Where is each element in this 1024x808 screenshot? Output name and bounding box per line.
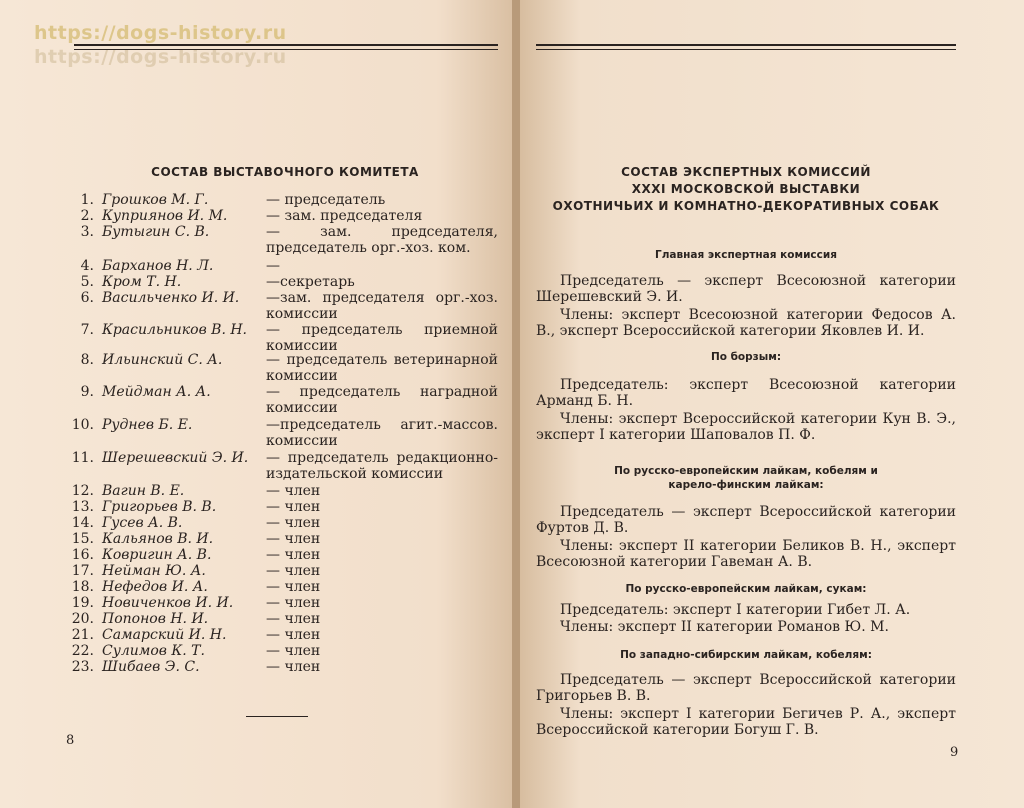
member-number: 4.: [80, 258, 94, 274]
member-role: — член: [266, 643, 321, 659]
section-chair: Председатель — эксперт Всероссийской категории Фуртов Д. В.: [536, 504, 956, 536]
member-number: 2.: [80, 208, 94, 224]
member-role: —секретарь: [266, 274, 355, 290]
member-number: 21.: [71, 627, 94, 643]
member-number: 14.: [71, 515, 94, 531]
member-role: —зам. председателя орг.-хоз. комиссии: [266, 290, 498, 322]
member-role: — член: [266, 515, 321, 531]
header-rule-left: [74, 44, 498, 46]
section-heading: По русско-европейским лайкам, сукам:: [625, 583, 867, 595]
member-name: Кальянов В. И.: [102, 531, 214, 547]
member-number: 1.: [80, 192, 94, 208]
member-number: 10.: [71, 417, 94, 433]
member-name: Самарский И. Н.: [102, 627, 227, 643]
member-number: 8.: [80, 352, 94, 368]
member-name: Красильников В. Н.: [102, 322, 248, 338]
expert-commissions-title-line3: ОХОТНИЧЬИХ И КОМНАТНО-ДЕКОРАТИВНЫХ СОБАК: [552, 199, 940, 213]
exhibition-committee-title: СОСТАВ ВЫСТАВОЧНОГО КОМИТЕТА: [151, 165, 419, 179]
member-number: 5.: [80, 274, 94, 290]
member-name: Шерешевский Э. И.: [102, 450, 249, 466]
section-members: Члены: эксперт II категории Беликов В. Н., эксперт Всесоюзной категории Гавеман А. В.: [536, 538, 956, 570]
page-number-left: 8: [66, 733, 75, 748]
member-role: — член: [266, 547, 321, 563]
member-name: Барханов Н. Л.: [102, 258, 214, 274]
member-name: Руднев Б. Е.: [102, 417, 193, 433]
member-number: 19.: [71, 595, 94, 611]
member-name: Сулимов К. Т.: [102, 643, 205, 659]
expert-commissions-title-line2: XXXI МОСКОВСКОЙ ВЫСТАВКИ: [631, 182, 861, 196]
member-name: Ильинский С. А.: [102, 352, 223, 368]
header-rule-left-thin: [74, 49, 498, 50]
member-number: 3.: [80, 224, 94, 240]
header-rule-right-thin: [536, 49, 956, 50]
section-chair: Председатель: эксперт I категории Гибет Л. А.: [560, 602, 911, 618]
member-name: Шибаев Э. С.: [102, 659, 200, 675]
member-name: Гусев А. В.: [102, 515, 183, 531]
section-heading: По западно-сибирским лайкам, кобелям:: [620, 649, 872, 661]
member-name: Вагин В. Е.: [102, 483, 185, 499]
member-role: — председатель: [266, 192, 386, 208]
member-role: — член: [266, 627, 321, 643]
member-role: — член: [266, 499, 321, 515]
member-name: Попонов Н. И.: [102, 611, 209, 627]
section-chair: Председатель — эксперт Всесоюзной категории Шерешевский Э. И.: [536, 273, 956, 305]
member-number: 9.: [80, 384, 94, 400]
member-role: — член: [266, 531, 321, 547]
member-name: Нейман Ю. А.: [102, 563, 206, 579]
header-rule-right: [536, 44, 956, 46]
expert-commissions-title-line1: СОСТАВ ЭКСПЕРТНЫХ КОМИССИЙ: [621, 165, 871, 179]
member-number: 22.: [71, 643, 94, 659]
member-number: 23.: [71, 659, 94, 675]
member-role: —: [266, 258, 280, 274]
watermark-text: https://dogs-history.ru: [34, 22, 287, 44]
section-chair: Председатель — эксперт Всероссийской категории Григорьев В. В.: [536, 672, 956, 704]
member-role: — председатель наградной комиссии: [266, 384, 498, 416]
member-role: — председатель приемной комиссии: [266, 322, 498, 354]
member-number: 18.: [71, 579, 94, 595]
member-number: 7.: [80, 322, 94, 338]
member-name: Ковригин А. В.: [102, 547, 212, 563]
section-members: Члены: эксперт Всероссийской категории Кун В. Э., эксперт I категории Шаповалов П. Ф.: [536, 411, 956, 443]
member-role: — член: [266, 563, 321, 579]
member-role: — зам. председателя: [266, 208, 423, 224]
section-members: Члены: эксперт Всесоюзной категории Федосов А. В., эксперт Всероссийской категории Яковлев И. И.: [536, 307, 956, 339]
member-role: — председатель редакционно-издательской комиссии: [266, 450, 498, 482]
member-role: — зам. председателя, председатель орг.-хоз. ком.: [266, 224, 498, 256]
member-number: 17.: [71, 563, 94, 579]
member-role: — член: [266, 579, 321, 595]
member-number: 6.: [80, 290, 94, 306]
member-name: Григорьев В. В.: [102, 499, 217, 515]
section-heading: По борзым:: [710, 351, 782, 363]
section-heading: По русско-европейским лайкам, кобелям и карело-финским лайкам:: [614, 465, 878, 491]
member-role: — член: [266, 483, 321, 499]
member-number: 20.: [71, 611, 94, 627]
member-name: Бутыгин С. В.: [102, 224, 210, 240]
member-number: 15.: [71, 531, 94, 547]
member-name: Мейдман А. А.: [102, 384, 211, 400]
watermark-text-shadow: https://dogs-history.ru: [34, 46, 287, 68]
page-number-right: 9: [950, 745, 959, 760]
member-name: Новиченков И. И.: [102, 595, 234, 611]
section-members: Члены: эксперт I категории Бегичев Р. А., эксперт Всероссийской категории Богуш Г. В.: [536, 706, 956, 738]
member-name: Кром Т. Н.: [102, 274, 182, 290]
member-role: — член: [266, 611, 321, 627]
section-members: Члены: эксперт II категории Романов Ю. М.: [560, 619, 889, 635]
member-role: —председатель агит.-массов. комиссии: [266, 417, 498, 449]
member-number: 11.: [71, 450, 94, 466]
member-number: 13.: [71, 499, 94, 515]
footer-rule-left: [246, 716, 308, 717]
member-name: Куприянов И. М.: [102, 208, 228, 224]
member-number: 16.: [71, 547, 94, 563]
section-heading: Главная экспертная комиссия: [655, 249, 837, 261]
member-name: Грошков М. Г.: [102, 192, 209, 208]
section-chair: Председатель: эксперт Всесоюзной категории Арманд Б. Н.: [536, 377, 956, 409]
member-number: 12.: [71, 483, 94, 499]
member-role: — член: [266, 595, 321, 611]
member-name: Васильченко И. И.: [102, 290, 240, 306]
member-role: — член: [266, 659, 321, 675]
member-name: Нефедов И. А.: [102, 579, 208, 595]
member-role: — председатель ветеринарной комиссии: [266, 352, 498, 384]
